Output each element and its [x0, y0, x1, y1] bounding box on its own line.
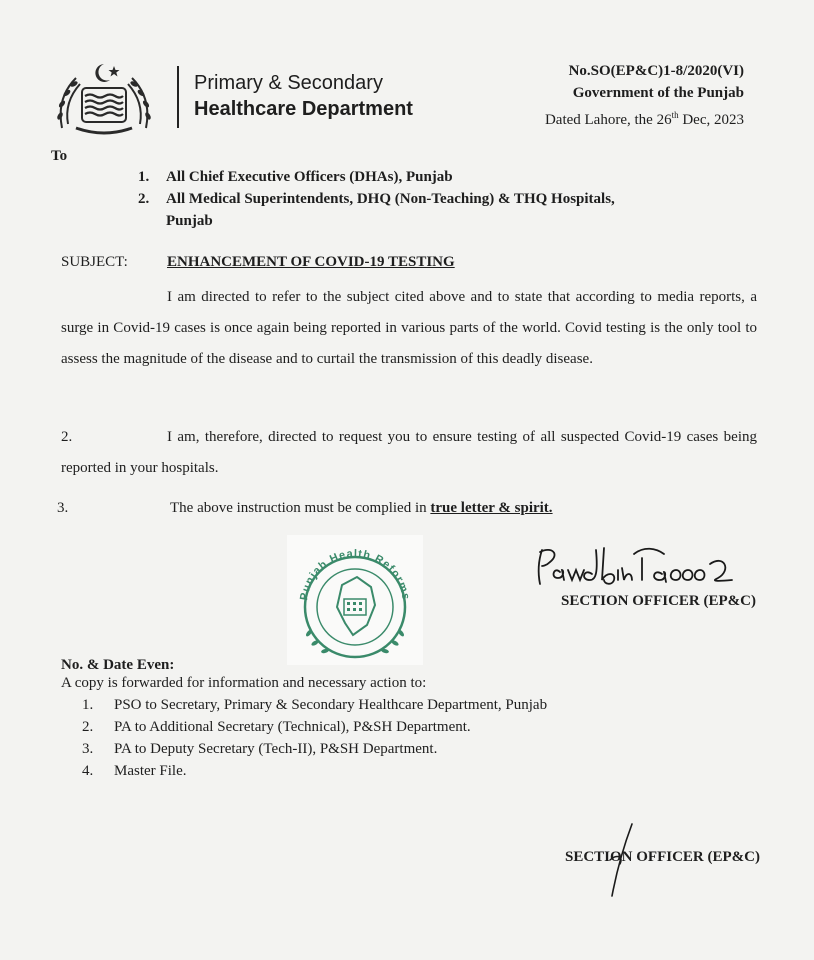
copy-recipient-list	[82, 694, 547, 782]
addressee-item: 1. All Chief Executive Officers (DHAs), Punjab	[138, 169, 453, 185]
date-line: Dated Lahore, the 26th Dec, 2023	[544, 110, 744, 128]
punjab-health-reforms-stamp	[287, 535, 423, 665]
copy-forwarded-intro: A copy is forwarded for information and necessary action to:	[61, 675, 427, 691]
emphasis-text: true letter & spirit.	[430, 500, 553, 516]
reference-number: No.SO(EP&C)1-8/2020(VI)	[568, 63, 744, 79]
list-item: 2. PA to Additional Secretary (Technical), P&SH Department.	[82, 719, 471, 735]
paragraph-number: 3.	[57, 500, 69, 516]
footer-section-officer-title: SECTION OFFICER (EP&C)	[564, 849, 760, 865]
subject-label: SUBJECT:	[61, 254, 128, 270]
department-name-line2: Healthcare Department	[194, 98, 413, 120]
section-officer-title: SECTION OFFICER (EP&C)	[560, 593, 756, 609]
list-item: 4. Master File.	[82, 763, 187, 779]
paragraph-number: 2.	[61, 429, 73, 445]
subject-title: ENHANCEMENT OF COVID-19 TESTING	[167, 254, 455, 270]
government-name: Government of the Punjab	[572, 85, 744, 101]
addressee-continuation: Punjab	[166, 213, 213, 229]
header-divider	[177, 66, 179, 128]
paragraph-1: I am directed to refer to the subject cited above and to state that according to media reports, a surge in Covid-19 cases is once again being reported in various parts of the world. Covid testing is the only tool to assess the magnitude of the disease and to curtail the transmission of this deadly disease.	[61, 289, 757, 367]
paragraph-2: 2. I am, therefore, directed to request you to ensure testing of all suspected Covid-19 cases being reported in your hospitals.	[61, 422, 757, 484]
paragraph-3: The above instruction must be complied in true letter & spirit.	[170, 500, 553, 516]
svg-text:Punjab Health Reforms: Punjab Health Reforms	[298, 547, 412, 602]
date-even-heading: No. & Date Even:	[61, 657, 175, 673]
addressee-item: 2. All Medical Superintendents, DHQ (Non-Teaching) & THQ Hospitals,	[138, 191, 615, 207]
list-item: 3. PA to Deputy Secretary (Tech-II), P&SH Department.	[82, 741, 438, 757]
punjab-emblem-logo	[48, 58, 160, 136]
to-label: To	[51, 148, 68, 164]
reference-block	[545, 60, 744, 131]
department-name-line1: Primary & Secondary	[194, 72, 383, 94]
signature-image	[530, 540, 760, 592]
list-item: 1. PSO to Secretary, Primary & Secondary Healthcare Department, Punjab	[82, 697, 548, 713]
addressee-list	[138, 166, 615, 232]
